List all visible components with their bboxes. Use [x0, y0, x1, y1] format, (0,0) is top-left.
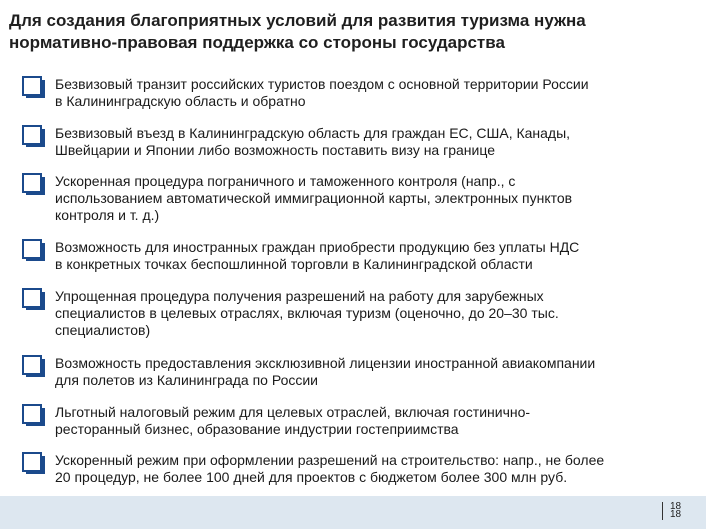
footer-band: [0, 496, 706, 529]
list-item-text: Ускоренная процедура пограничного и таможенного контроля (напр., с использованием автоматической иммиграционной карты, электронных пунктов контроля и т. д.): [55, 173, 573, 223]
page-number-bottom: 18: [670, 509, 682, 520]
checkbox-bullet-icon: [22, 288, 47, 310]
slide-title-line-1: Для создания благоприятных условий для развития туризма нужна: [9, 11, 586, 30]
list-item-text: Упрощенная процедура получения разрешений на работу для зарубежных специалистов в целевых отраслях, включая туризм (оценочно, до 20–30 тыс. специалистов): [55, 288, 559, 338]
list-item-text: Льготный налоговый режим для целевых отраслей, включая гостинично- ресторанный бизнес, образование индустрии гостеприимства: [55, 404, 531, 437]
page-number: [670, 503, 681, 519]
checkbox-bullet-icon: [22, 173, 47, 195]
page-divider: [662, 502, 663, 520]
list-item-text: Возможность для иностранных граждан приобрести продукцию без уплаты НДС в конкретных точках беспошлинной торговли в Калининградской области: [55, 239, 580, 272]
list-item-text: Безвизовый транзит российских туристов поездом с основной территории России в Калининградскую область и обратно: [55, 76, 589, 109]
list-item-text: Ускоренный режим при оформлении разрешений на строительство: напр., не более 20 процедур, не более 100 дней для проектов с бюджетом более 300 млн руб.: [55, 452, 605, 485]
list-item-text: Безвизовый въезд в Калининградскую область для граждан ЕС, США, Канады, Швейцарии и Японии либо возможность поставить визу на границе: [55, 125, 571, 158]
checkbox-bullet-icon: [22, 452, 47, 474]
slide-title-line-2: нормативно-правовая поддержка со стороны государства: [9, 33, 505, 52]
list-item-text: Возможность предоставления эксклюзивной лицензии иностранной авиакомпании для полетов из Калининграда по России: [55, 355, 596, 388]
checkbox-bullet-icon: [22, 404, 47, 426]
page-number-top: 18: [670, 501, 682, 512]
checkbox-bullet-icon: [22, 125, 47, 147]
checkbox-bullet-icon: [22, 355, 47, 377]
checkbox-bullet-icon: [22, 239, 47, 261]
checkbox-bullet-icon: [22, 76, 47, 98]
